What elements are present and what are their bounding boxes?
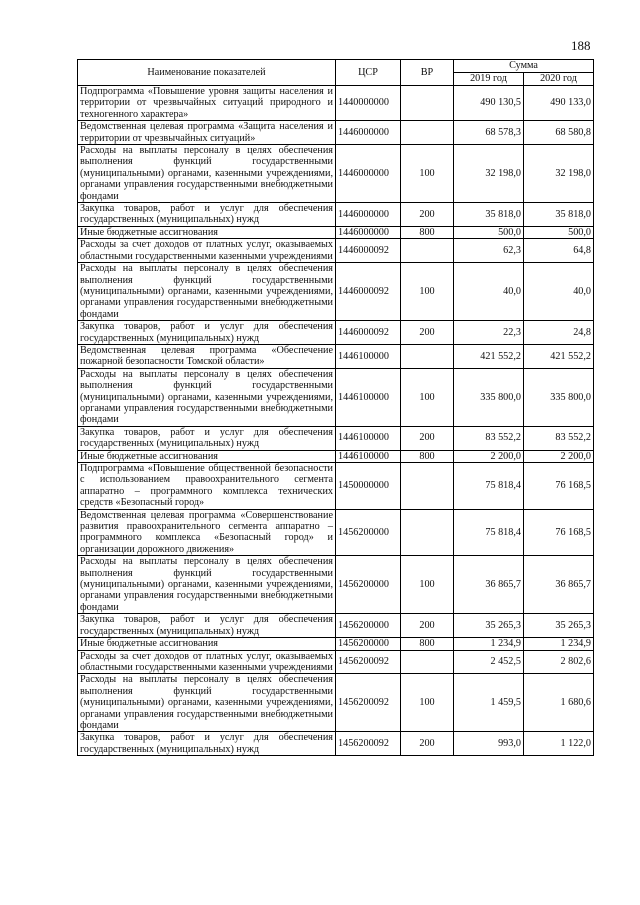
budget-table (77, 59, 594, 756)
row-value-2019: 1 459,5 (454, 674, 524, 732)
row-csr: 1446000000 (336, 145, 401, 203)
row-value-2019: 40,0 (454, 263, 524, 321)
row-value-2019: 1 234,9 (454, 638, 524, 650)
table-row (78, 368, 594, 426)
row-vr: 200 (401, 203, 454, 227)
table-row (78, 674, 594, 732)
table-row (78, 614, 594, 638)
table-row (78, 226, 594, 238)
table-row (78, 450, 594, 462)
row-name: Подпрограмма «Повышение уровня защиты населения и территории от чрезвычайных ситуаций природного и техногенного характера» (78, 86, 336, 121)
row-name: Расходы на выплаты персоналу в целях обеспечения выполнения функций государственными (муниципальными) органами, казенными учреждениями, органами управления государственными внебюджетными фондами (78, 556, 336, 614)
header-year-2019: 2019 год (454, 73, 524, 86)
row-value-2020: 1 680,6 (524, 674, 594, 732)
row-vr: 200 (401, 321, 454, 345)
row-csr: 1456200000 (336, 509, 401, 556)
row-name: Расходы на выплаты персоналу в целях обеспечения выполнения функций государственными (муниципальными) органами, казенными учреждениями, органами управления государственными внебюджетными фондами (78, 674, 336, 732)
table-row (78, 86, 594, 121)
row-value-2019: 421 552,2 (454, 344, 524, 368)
table-body (78, 86, 594, 756)
table-row (78, 321, 594, 345)
header-sum: Сумма (454, 60, 594, 73)
row-csr: 1446000000 (336, 226, 401, 238)
row-name: Закупка товаров, работ и услуг для обеспечения государственных (муниципальных) нужд (78, 321, 336, 345)
row-csr: 1446100000 (336, 344, 401, 368)
table-row (78, 203, 594, 227)
row-value-2019: 83 552,2 (454, 426, 524, 450)
table-row (78, 732, 594, 756)
page-number: 188 (571, 38, 591, 53)
row-csr: 1456200092 (336, 674, 401, 732)
table-row (78, 509, 594, 556)
row-name: Иные бюджетные ассигнования (78, 450, 336, 462)
row-vr (401, 463, 454, 510)
row-vr: 100 (401, 263, 454, 321)
table-row (78, 239, 594, 263)
row-vr (401, 650, 454, 674)
row-vr: 100 (401, 145, 454, 203)
row-value-2020: 335 800,0 (524, 368, 594, 426)
row-value-2020: 76 168,5 (524, 463, 594, 510)
row-csr: 1450000000 (336, 463, 401, 510)
row-csr: 1440000000 (336, 86, 401, 121)
row-csr: 1456200000 (336, 638, 401, 650)
row-value-2019: 500,0 (454, 226, 524, 238)
row-value-2020: 64,8 (524, 239, 594, 263)
row-vr (401, 239, 454, 263)
row-value-2020: 500,0 (524, 226, 594, 238)
row-vr: 200 (401, 732, 454, 756)
table-row (78, 556, 594, 614)
row-value-2020: 24,8 (524, 321, 594, 345)
row-name: Расходы на выплаты персоналу в целях обеспечения выполнения функций государственными (муниципальными) органами, казенными учреждениями, органами управления государственными внебюджетными фондами (78, 145, 336, 203)
row-value-2020: 421 552,2 (524, 344, 594, 368)
row-csr: 1446000000 (336, 203, 401, 227)
row-name: Закупка товаров, работ и услуг для обеспечения государственных (муниципальных) нужд (78, 732, 336, 756)
row-name: Ведомственная целевая программа «Защита населения и территории от чрезвычайных ситуаций» (78, 121, 336, 145)
row-vr (401, 344, 454, 368)
table-row (78, 650, 594, 674)
row-value-2019: 335 800,0 (454, 368, 524, 426)
row-value-2019: 32 198,0 (454, 145, 524, 203)
table-row (78, 638, 594, 650)
table-row (78, 344, 594, 368)
row-value-2020: 35 818,0 (524, 203, 594, 227)
row-value-2020: 1 234,9 (524, 638, 594, 650)
row-value-2019: 36 865,7 (454, 556, 524, 614)
row-name: Закупка товаров, работ и услуг для обеспечения государственных (муниципальных) нужд (78, 426, 336, 450)
row-value-2019: 22,3 (454, 321, 524, 345)
row-name: Иные бюджетные ассигнования (78, 638, 336, 650)
row-name: Расходы за счет доходов от платных услуг, оказываемых областными государственными казенными учреждениями (78, 650, 336, 674)
row-value-2019: 490 130,5 (454, 86, 524, 121)
row-value-2020: 76 168,5 (524, 509, 594, 556)
row-vr: 100 (401, 674, 454, 732)
row-vr: 100 (401, 556, 454, 614)
row-value-2019: 75 818,4 (454, 509, 524, 556)
row-value-2019: 993,0 (454, 732, 524, 756)
row-name: Подпрограмма «Повышение общественной безопасности с использованием правоохранительного сегмента аппаратно – программного комплекса технических средств «Безопасный город» (78, 463, 336, 510)
row-name: Расходы на выплаты персоналу в целях обеспечения выполнения функций государственными (муниципальными) органами, казенными учреждениями, органами управления государственными внебюджетными фондами (78, 263, 336, 321)
header-name: Наименование показателей (78, 60, 336, 86)
table-header (78, 60, 594, 86)
row-csr: 1456200092 (336, 650, 401, 674)
row-csr: 1446100000 (336, 426, 401, 450)
row-value-2019: 62,3 (454, 239, 524, 263)
row-csr: 1446000092 (336, 239, 401, 263)
row-value-2019: 75 818,4 (454, 463, 524, 510)
row-csr: 1456200092 (336, 732, 401, 756)
row-vr: 100 (401, 368, 454, 426)
row-name: Иные бюджетные ассигнования (78, 226, 336, 238)
row-value-2019: 35 818,0 (454, 203, 524, 227)
row-value-2019: 2 200,0 (454, 450, 524, 462)
row-value-2019: 2 452,5 (454, 650, 524, 674)
table-row (78, 426, 594, 450)
header-year-2020: 2020 год (524, 73, 594, 86)
table-row (78, 121, 594, 145)
row-csr: 1446000092 (336, 263, 401, 321)
row-value-2020: 83 552,2 (524, 426, 594, 450)
row-name: Расходы за счет доходов от платных услуг, оказываемых областными государственными казенными учреждениями (78, 239, 336, 263)
row-value-2019: 35 265,3 (454, 614, 524, 638)
row-value-2020: 68 580,8 (524, 121, 594, 145)
row-csr: 1456200000 (336, 614, 401, 638)
row-value-2019: 68 578,3 (454, 121, 524, 145)
row-value-2020: 490 133,0 (524, 86, 594, 121)
row-name: Закупка товаров, работ и услуг для обеспечения государственных (муниципальных) нужд (78, 203, 336, 227)
row-value-2020: 1 122,0 (524, 732, 594, 756)
table-row (78, 463, 594, 510)
row-csr: 1446000000 (336, 121, 401, 145)
row-value-2020: 35 265,3 (524, 614, 594, 638)
row-csr: 1456200000 (336, 556, 401, 614)
row-csr: 1446000092 (336, 321, 401, 345)
row-name: Закупка товаров, работ и услуг для обеспечения государственных (муниципальных) нужд (78, 614, 336, 638)
row-name: Расходы на выплаты персоналу в целях обеспечения выполнения функций государственными (муниципальными) органами, казенными учреждениями, органами управления государственными внебюджетными фондами (78, 368, 336, 426)
row-vr (401, 86, 454, 121)
row-vr: 200 (401, 426, 454, 450)
row-value-2020: 2 200,0 (524, 450, 594, 462)
row-vr (401, 509, 454, 556)
row-vr: 200 (401, 614, 454, 638)
row-value-2020: 40,0 (524, 263, 594, 321)
row-vr: 800 (401, 638, 454, 650)
row-value-2020: 32 198,0 (524, 145, 594, 203)
row-value-2020: 36 865,7 (524, 556, 594, 614)
row-vr: 800 (401, 450, 454, 462)
row-csr: 1446100000 (336, 368, 401, 426)
row-value-2020: 2 802,6 (524, 650, 594, 674)
row-csr: 1446100000 (336, 450, 401, 462)
table-row (78, 263, 594, 321)
table-row (78, 145, 594, 203)
row-name: Ведомственная целевая программа «Обеспечение пожарной безопасности Томской области» (78, 344, 336, 368)
row-vr (401, 121, 454, 145)
row-vr: 800 (401, 226, 454, 238)
row-name: Ведомственная целевая программа «Совершенствование развития правоохранительного сегмента аппаратно – программного комплекса «Безопасный город» и организации дорожного движения» (78, 509, 336, 556)
header-csr: ЦСР (336, 60, 401, 86)
header-vr: ВР (401, 60, 454, 86)
